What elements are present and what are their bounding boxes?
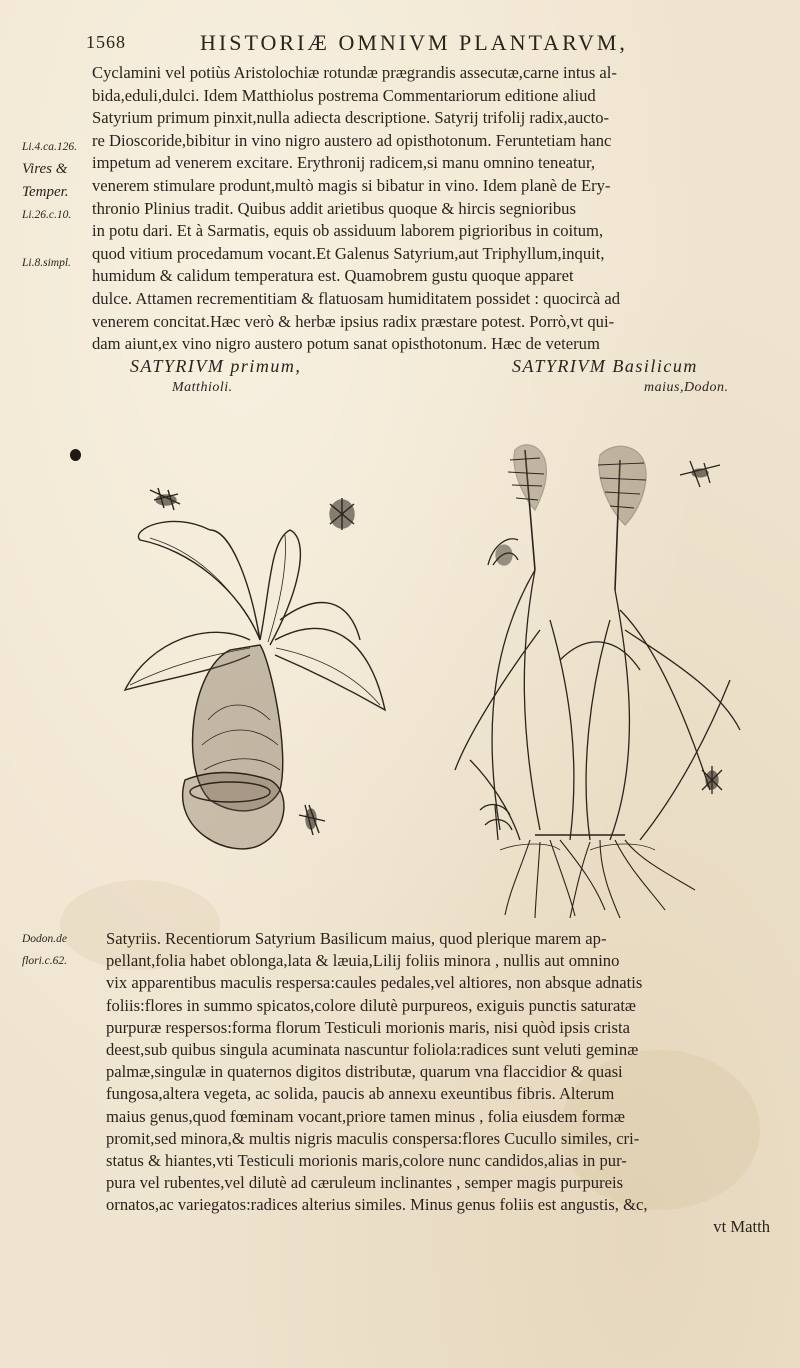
margin-note-dodon: Dodon.de [22,933,68,945]
text-line: dam aiunt,ex vino nigro austero potum sanat opisthotonum. Hæc de veterum [92,334,600,354]
margin-note-vires: Vires & [22,161,68,177]
catchword: vt Matth [713,1217,770,1237]
margin-note-dodon-ref: flori.c.62. [22,955,68,967]
flower-spike-right [598,446,646,590]
flower-spike-left [508,445,546,570]
text-line: thronio Plinius tradit. Quibus addit arietibus quoque & hircis segnioribus [92,198,576,218]
text-line: pellant,folia habet oblonga,lata & læuia,Lilij foliis minora , nullis aut omnino [106,951,620,971]
insect-icon [330,498,354,530]
text-line: status & hiantes,vti Testiculi morionis maris,colore nunc candidos,alias in pur- [106,1150,627,1170]
text-line: humidum & calidum temperatura est. Quamobrem gustu quoque apparet [92,266,574,286]
ink-dot [70,449,81,461]
upper-paragraph [92,62,782,356]
margin-note-ref1: Li.4.ca.126. [22,141,77,153]
text-line: vix apparentibus maculis respersa:caules pedales,vel altiores, non absque adnatis [106,973,643,993]
text-line: dulce. Attamen recrementitiam & flatuosam humiditatem possidet : quocircà ad [92,288,621,308]
text-line: quod vitium procedamum vocant.Et Galenus Satyrium,aut Triphyllum,inquit, [92,243,605,263]
insect-icon [680,461,720,487]
lower-paragraph [106,928,782,1239]
text-line: venerem concitat.Hæc verò & herbæ ipsius radix præstare potest. Porrò,vt qui- [92,311,615,331]
margin-note-temper: Temper. [22,184,69,200]
satyrium-basilicum-woodcut [440,430,760,920]
text-line: Cyclamini vel potiùs Aristolochiæ rotundæ prægrandis assecutæ,carne intus al- [92,63,617,82]
text-line: deest,sub quibus singula acuminata nascuntur foliola:radices sunt veluti geminæ [106,1039,639,1059]
text-line: maius genus,quod fœminam vocant,priore tamen minus , folia eiusdem formæ [106,1106,625,1126]
text-line: Satyriis. Recentiorum Satyrium Basilicum maius, quod plerique marem ap- [106,929,607,948]
text-line: foliis:flores in summo spicatos,colore dilutè purpureos, exiguis punctis saturatæ [106,995,636,1015]
text-line: bida,eduli,dulci. Idem Matthiolus postrema Commentariorum editione aliud [92,85,596,105]
insect-icon [702,766,722,794]
insect-icon [488,539,518,565]
right-figure-caption [512,356,729,398]
margin-note-ref2: Li.26.c.10. [22,209,72,221]
left-figure-caption [130,356,301,398]
running-title: HISTORIÆ OMNIVM PLANTARVM, [200,30,628,55]
text-line: pura vel rubentes,vel dilutè ad cæruleum inclinantes , semper magis purpureis [106,1173,624,1193]
insect-icon [299,805,325,835]
text-line: re Dioscoride,bibitur in vino nigro austero ad opisthotonum. Feruntetiam hanc [92,130,612,150]
text-line: in potu dari. Et à Sarmatis, equis ob assiduum laborem pigrioribus in coitum, [92,221,604,241]
text-line: fungosa,altera vegeta, ac solida, paucis ab annexu exeuntibus fibris. Alterum [106,1084,615,1104]
right-caption-title: SATYRIVM Basilicum [512,356,698,376]
margin-note-ref3: Li.8.simpl. [22,257,71,269]
text-line: promit,sed minora,& multis nigris maculis conspersa:flores Cucullo similes, cri- [106,1128,640,1148]
page-number: 1568 [86,32,126,52]
text-line: ornatos,ac variegatos:radices alterius similes. Minus genus foliis est angustis, &c, [106,1195,648,1215]
text-line: venerem stimulare produnt,multò magis si bibatur in vino. Idem planè de Ery- [92,175,611,195]
right-caption-sub: maius,Dodon. [644,380,729,395]
left-caption-title: SATYRIVM primum, [130,356,302,376]
text-line: palmæ,singulæ in quaternos digitos distributæ, quarum vna flaccidior & quasi [106,1062,623,1082]
insect-icon [150,488,180,510]
text-line: impetum ad venerem excitare. Erythronij radicem,si manu omnino teneatur, [92,153,595,173]
root-cluster [500,835,695,918]
page-header [0,30,800,60]
text-line: purpuræ respersos:forma florum Testiculi morionis maris, nisi quòd ipsis crista [106,1017,630,1037]
left-caption-sub: Matthioli. [172,380,233,395]
text-line: Satyrium primum pinxit,nulla adiecta descriptione. Satyrij trifolij radix,aucto- [92,108,610,128]
satyrium-primum-woodcut [110,470,410,860]
